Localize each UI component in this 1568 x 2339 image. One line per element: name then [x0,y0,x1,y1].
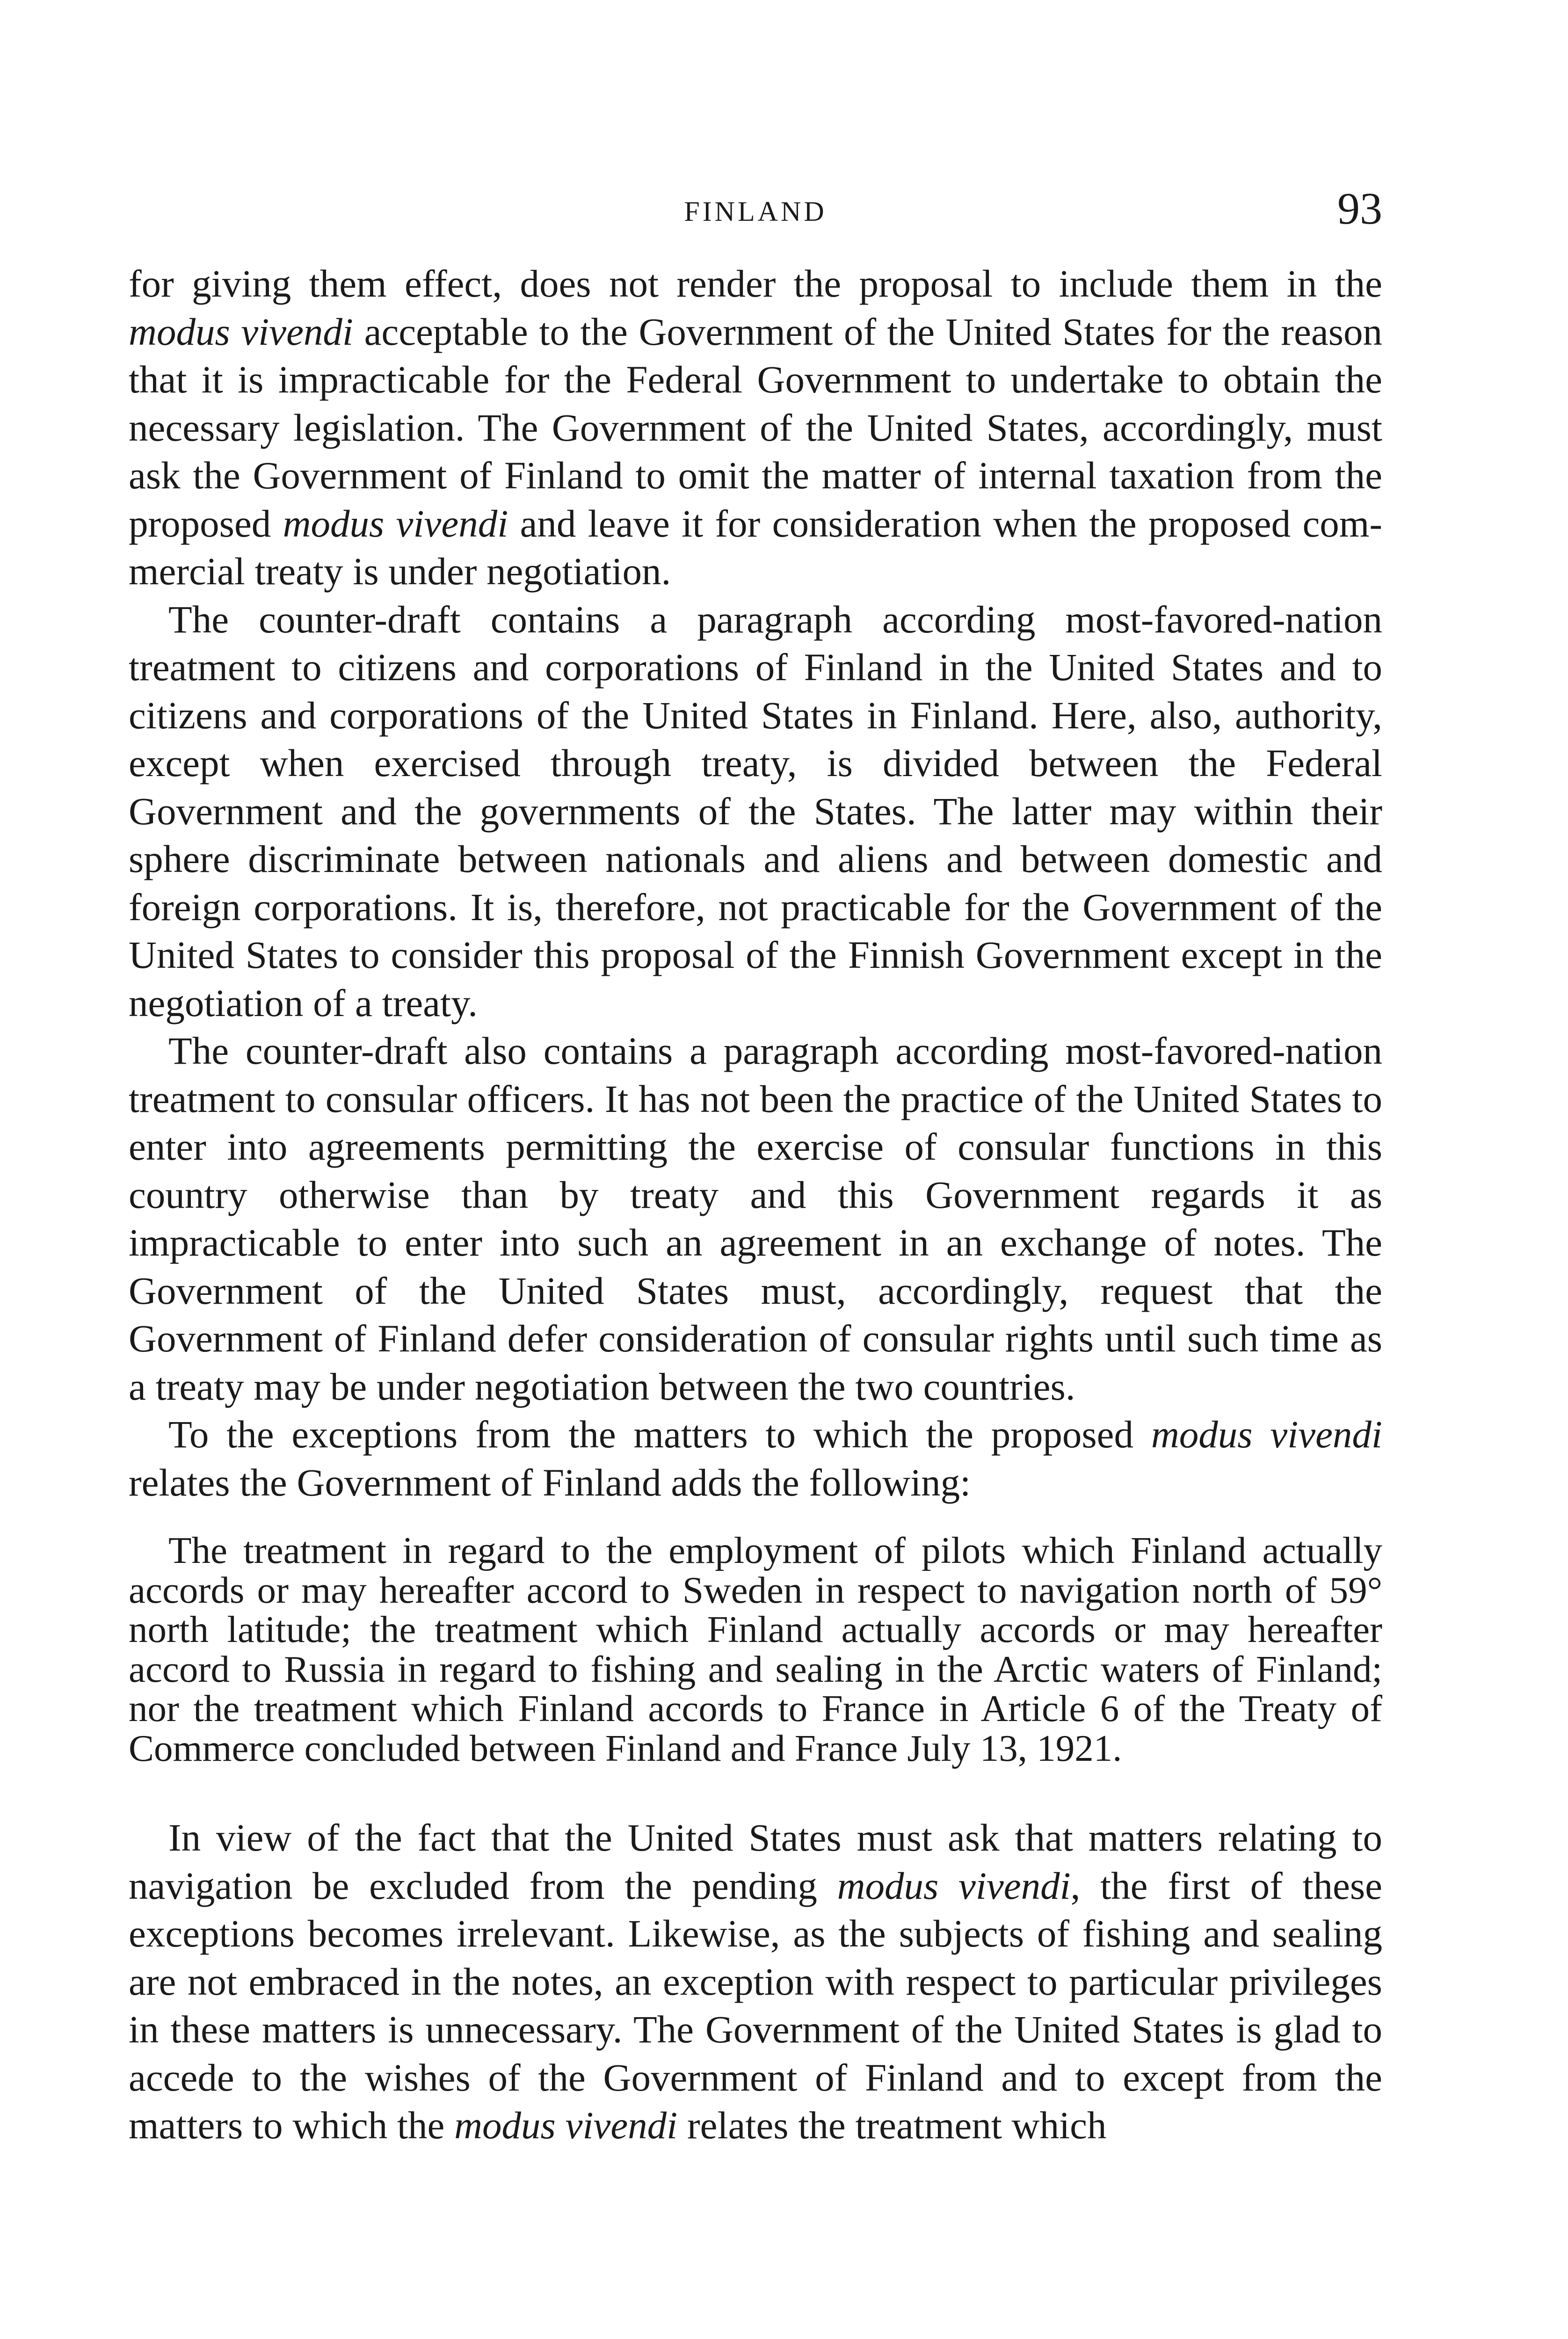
block-quote [129,1531,1382,1768]
text-run: To the exceptions from the matters to which the proposed [168,1413,1151,1456]
text-run: relates the treatment which [677,2104,1107,2147]
text-run: relates the Government of Finland adds the following: [129,1460,971,1504]
text-run: The treatment in regard to the employment of pilots which Finland actually accords or may hereafter accord to Sweden in respect to navigation north of 59° north latitude; the treatment which Finland actually accords or may hereafter accord to Russia in regard to fishing and sealing in the Arctic waters of Finland; nor the treatment which Finland accords to France in Article 6 of the Treaty of Commerce concluded between Finland and France July 13, 1921. [129,1529,1382,1769]
text-run: The counter-draft also contains a paragraph according most-favored-nation treatment to consular officers. It has not been the practice of the United States to enter into agreements permitting the exercise of consular functions in this country otherwise than by treaty and this Government regards it as impracticable to enter into such an agreement in an exchange of notes. The Government of the United States must, accordingly, request that the Government of Finland defer consideration of consular rights until such time as a treaty may be under negotiation between the two countries. [129,1029,1382,1408]
italic-term: modus vivendi [283,501,508,545]
italic-term: modus vivendi [1151,1413,1382,1456]
page-number: 93 [1337,183,1382,233]
paragraph [129,1027,1382,1410]
italic-term: modus vivendi [454,2104,678,2147]
text-run: and leave it for consideration when the proposed commercial treaty is under negotiation. [129,501,1382,593]
text-run: for giving them effect, does not render the proposal to include them in the [129,262,1382,305]
text-run: , the first of these exceptions becomes irrelevant. Likewise, as the subjects of fishing and sealing are not embraced in the notes, an exception with respect to particular privileges in these matters is unnecessary. The Government of the United States is glad to accede to the wishes of the Government of Finland and to except from the matters to which the [129,1864,1382,2147]
paragraph [129,1410,1382,1506]
running-head [129,182,1382,239]
italic-term: modus vivendi [837,1864,1071,1907]
body-text [129,260,1382,2150]
text-run: acceptable to the Government of the United States for the reason that it is impracticable for the Federal Government to undertake to obtain the necessary legislation. The Government of the United States, accordingly, must ask the Government of Finland to omit the matter of internal taxation from the proposed [129,310,1382,545]
paragraph [129,1814,1382,2150]
text-run: In view of the fact that the United States must ask that matters relating to navigation be excluded from the pending [129,1816,1382,1907]
paragraph [129,260,1382,596]
paragraph [129,596,1382,1027]
text-run: The counter-draft contains a paragraph according most-favored-nation treatment to citizens and corporations of Finland in the United States and to citizens and corporations of the United States in Finland. Here, also, authority, except when exercised through treaty, is divided between the Federal Government and the governments of the States. The latter may within their sphere discriminate between nationals and aliens and between domestic and foreign corporations. It is, therefore, not practicable for the Government of the United States to consider this proposal of the Finnish Government except in the negotiation of a treaty. [129,597,1382,1024]
italic-term: modus vivendi [129,310,353,353]
running-title: FINLAND [684,196,827,227]
